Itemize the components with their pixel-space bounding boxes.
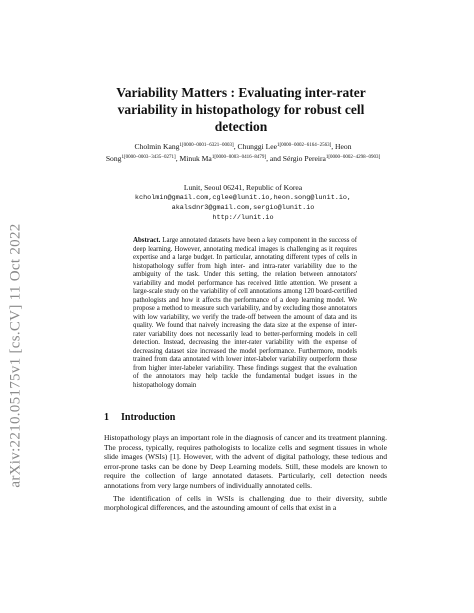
paragraph: The identification of cells in WSIs is challenging due to their diversity, subtle morphological differences, and the astounding amount of cells that exist in a bbox=[104, 493, 387, 513]
author-orcid: 1[0000−0003−3435−0271] bbox=[121, 155, 176, 160]
arxiv-identifier-stamp bbox=[4, 150, 28, 560]
paper-title: Variability Matters : Evaluating inter-rater variability in histopathology for robust cell detection bbox=[116, 85, 366, 134]
body-text bbox=[104, 433, 387, 516]
abstract-label: Abstract. bbox=[133, 237, 161, 244]
abstract-text: Large annotated datasets have been a key component in the success of deep learning. However, annotating medical images is challenging as it requires expertise and a large budget. In particular, annotating different types of cells in histopathology suffer from high inter- and intra-rater variability due to the ambiguity of the task. Under this setting, the relation between annotators' variability and model performance has received little attention. We present a large-scale study on the variability of cell annotations among 120 board-certified pathologists and how it affects the performance of a deep learning model. We propose a method to measure such variability, and by excluding those annotators with low variability, we verify the trade-off between the amount of data and its quality. We found that naively increasing the data size at the expense of inter-rater variability does not necessarily lead to better-performing models in cell detection. Instead, decreasing the inter-rater variability with the expense of decreasing dataset size increased the model performance. Furthermore, models trained from data annotated with lower inter-labeler variability outperform those from higher inter-labeler variability. These findings suggest that the evaluation of the annotators may help tackle the fundamental budget issues in the histopathology domain bbox=[133, 237, 357, 389]
affiliation: Lunit, Seoul 06241, Republic of Korea bbox=[183, 183, 303, 192]
arxiv-id-text: arXiv:2210.05175v1 [cs.CV] 11 Oct 2022 bbox=[7, 222, 24, 488]
author-list: Cholmin Kang$^{1[0000-0001-6321-0003]}$, Chunggi Lee$^{1[0000-0002-6164-2563]}$, Heon Song$^{1[0000-0003-3435-0271]}$, Minuk $Ma^{1[0000-0003-0416-8479]}$, and Sérgio Pereira$^{1[0000-0002-4298-0903]}$ bbox=[105, 142, 381, 163]
author-name: Minuk Ma bbox=[179, 154, 212, 163]
email-line[interactable]: akalsdnr3@gmail.com,sergio@lunit.io bbox=[171, 204, 315, 212]
author-name: Heon Song bbox=[105, 142, 352, 163]
author-orcid: 1[0000−0001−6321−0003] bbox=[179, 143, 234, 148]
author-orcid: 1[0000−0002−6164−2563] bbox=[276, 143, 332, 148]
author-name: Sérgio Pereira bbox=[282, 154, 326, 163]
author-name: Cholmin Kang bbox=[134, 142, 180, 151]
section-number: 1 bbox=[104, 412, 109, 423]
author-name: Chunggi Lee bbox=[237, 142, 277, 151]
author-orcid: 1[0000−0002−4298−0903] bbox=[325, 155, 381, 160]
website-link[interactable]: http://lunit.io bbox=[212, 214, 274, 222]
paragraph: Histopathology plays an important role in the diagnosis of cancer and its treatment planning. The process, typically, requires pathologists to localize cells and segment tissues in whole slide images (WSIs) [1]. However, with the advent of digital pathology, these tedious and error-prone tasks can be done by Deep Learning models. Still, these models are known to require the collection of large annotated datasets. Particularly, cell detection needs annotations from very large numbers of individually annotated cells. bbox=[104, 433, 387, 490]
section-title: Introduction bbox=[121, 412, 176, 423]
abstract bbox=[133, 237, 357, 390]
author-orcid: 1[0000−0003−0416−8479] bbox=[211, 155, 267, 160]
email-line[interactable]: kcholmin@gmail.com,cglee@lunit.io,heon.song@lunit.io, bbox=[134, 194, 352, 202]
affiliation-block bbox=[102, 183, 384, 223]
section-heading bbox=[104, 412, 175, 423]
